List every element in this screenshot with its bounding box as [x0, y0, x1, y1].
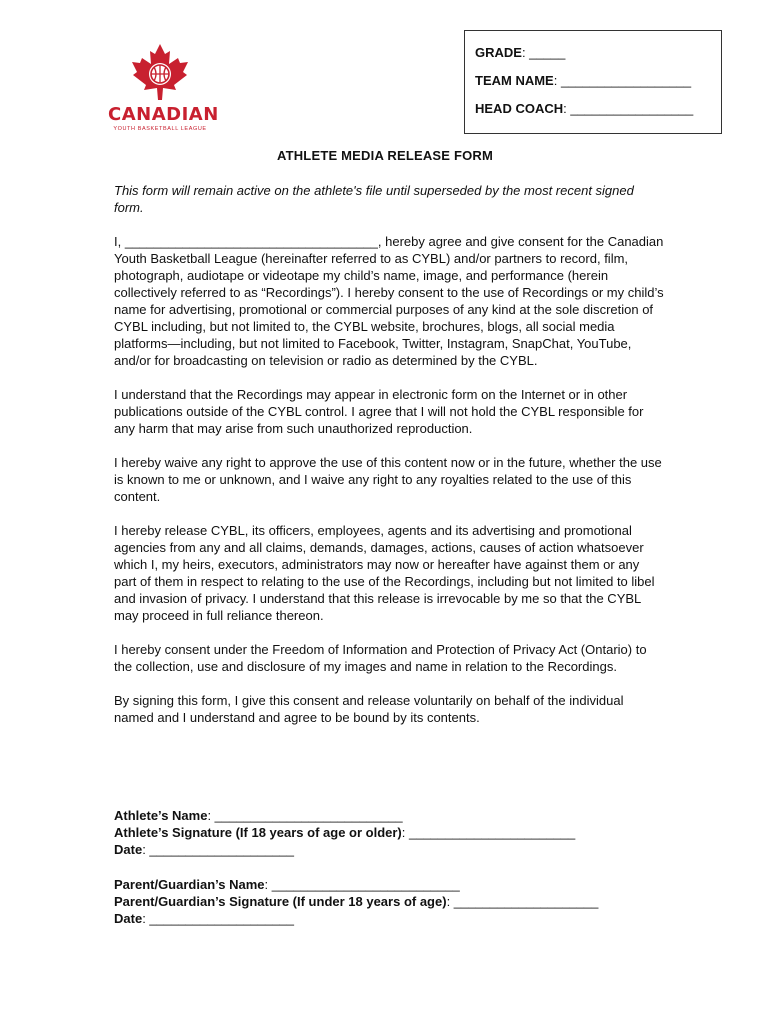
form-body	[114, 182, 664, 743]
guardian-signature-blank[interactable]: : ____________________	[446, 894, 599, 909]
guardian-date-field[interactable]	[114, 910, 714, 927]
logo-wordmark: CANADIAN	[108, 104, 219, 125]
grade-label: GRADE	[475, 45, 522, 60]
form-title: ATHLETE MEDIA RELEASE FORM	[276, 148, 494, 163]
guardian-date-label: Date	[114, 911, 143, 926]
consent-paragraph: I, ___________________________________, hereby agree and give consent for the Canadian Youth Basketball League (hereinafter referred to as CYBL) and/or partners to record, film, photograph, audiotape or videotape my child’s name, image, and performance (herein collectively referred to as “Recordings”). I hereby consent to the use of Recordings or my child’s name for advertising, promotional or commercial purposes of any kind at the sole discretion of CYBL including, but not limited to, the CYBL website, brochures, blogs, all social media platforms—including, but not limited to Facebook, Twitter, Instagram, SnapChat, YouTube, and/or for broadcasting on television or radio as determined by the CYBL.	[114, 234, 664, 368]
guardian-signature-label: Parent/Guardian’s Signature (If under 18 years of age)	[114, 894, 447, 909]
league-logo	[108, 42, 219, 132]
athlete-date-label: Date	[114, 842, 143, 857]
release-paragraph: I hereby release CYBL, its officers, employees, agents and its advertising and promotional agencies from any and all claims, demands, damages, actions, causes of action whatsoever which I, my heirs, executors, administrators may now or hereafter have against them or any part of them in respect to relating to the use of the Recordings, including but not limited to libel and invasion of privacy. I understand that this release is irrevocable by me so that the CYBL may proceed in full reliance thereon.	[114, 523, 655, 623]
publication-paragraph: I understand that the Recordings may appear in electronic form on the Internet or in other publications outside of the CYBL control. I agree that I will not hold the CYBL responsible for any harm that may arise from such unauthorized reproduction.	[114, 387, 644, 436]
logo-tagline: YOUTH BASKETBALL LEAGUE	[113, 126, 207, 132]
athlete-date-blank[interactable]: : ____________________	[142, 842, 295, 857]
intro-paragraph: This form will remain active on the athlete's file until superseded by the most recent signed form.	[114, 183, 634, 215]
head-coach-field[interactable]	[475, 101, 721, 129]
head-coach-label: HEAD COACH	[475, 101, 564, 116]
guardian-name-blank[interactable]: : __________________________	[264, 877, 460, 892]
team-name-blank[interactable]: : __________________	[553, 73, 692, 88]
team-name-field[interactable]	[475, 73, 721, 101]
grade-field[interactable]	[475, 45, 721, 73]
team-name-label: TEAM NAME	[475, 73, 554, 88]
head-coach-blank[interactable]: : _________________	[563, 101, 694, 116]
guardian-date-blank[interactable]: : ____________________	[142, 911, 295, 926]
signing-paragraph: By signing this form, I give this consent and release voluntarily on behalf of the individual named and I understand and agree to be bound by its contents.	[114, 693, 624, 725]
athlete-name-label: Athlete’s Name	[114, 808, 208, 823]
guardian-signature-field[interactable]	[114, 893, 714, 910]
team-info-box	[464, 30, 722, 134]
privacy-paragraph: I hereby consent under the Freedom of Information and Protection of Privacy Act (Ontario) to the collection, use and disclosure of my images and name in relation to the Recordings.	[114, 642, 647, 674]
guardian-name-label: Parent/Guardian’s Name	[114, 877, 265, 892]
grade-blank[interactable]: : _____	[521, 45, 566, 60]
athlete-name-blank[interactable]: : __________________________	[207, 808, 403, 823]
maple-leaf-basketball-icon	[128, 42, 192, 102]
athlete-name-field[interactable]	[114, 807, 714, 824]
guardian-signature-block	[114, 876, 714, 927]
athlete-signature-label: Athlete’s Signature (If 18 years of age or older)	[114, 825, 402, 840]
athlete-date-field[interactable]	[114, 841, 714, 858]
guardian-name-field[interactable]	[114, 876, 714, 893]
athlete-signature-blank[interactable]: : _______________________	[401, 825, 576, 840]
waiver-paragraph: I hereby waive any right to approve the use of this content now or in the future, whether the use is known to me or unknown, and I waive any right to any royalties related to the use of this content.	[114, 455, 662, 504]
athlete-signature-block	[114, 807, 714, 858]
athlete-signature-field[interactable]	[114, 824, 714, 841]
